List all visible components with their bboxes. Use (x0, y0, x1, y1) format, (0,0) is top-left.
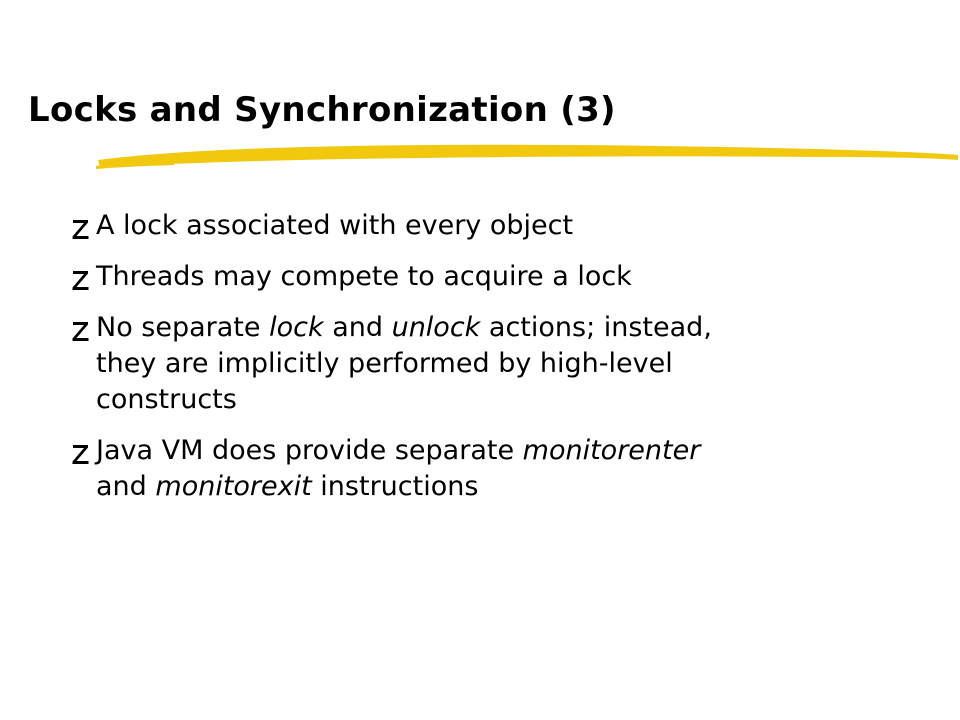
bullet-item (70, 433, 890, 505)
slide-title: Locks and Synchronization (3) (28, 90, 616, 130)
bullet-text: they are implicitly performed by high-level (96, 348, 673, 379)
bullet-text: Java VM does provide separate (96, 435, 523, 466)
z-bullet-icon (70, 311, 92, 345)
bullet-text-line (96, 346, 890, 382)
bullet-text: A lock associated with every object (96, 210, 574, 241)
bullet-text: Threads may compete to acquire a lock (96, 261, 632, 292)
z-bullet-icon (70, 434, 92, 468)
bullet-text-emphasis: lock (269, 312, 324, 343)
bullet-text-line (96, 208, 890, 244)
bullet-text-line (96, 433, 890, 469)
bullet-text-line (96, 310, 890, 346)
bullet-text: and (323, 312, 392, 343)
bullet-text: No separate (96, 312, 270, 343)
bullet-text: actions; instead, (480, 312, 712, 343)
bullet-item (70, 259, 890, 295)
z-bullet-icon (70, 209, 92, 243)
bullet-text-line (96, 382, 890, 418)
bullet-item (70, 310, 890, 418)
bullet-text-emphasis: unlock (391, 312, 481, 343)
bullet-text-emphasis: monitorenter (522, 435, 701, 466)
bullet-text: instructions (311, 471, 479, 502)
bullet-text-line (96, 259, 890, 295)
title-underline-brush-stroke (96, 136, 960, 172)
bullet-text: and (96, 471, 156, 502)
bullet-text-emphasis: monitorexit (155, 471, 312, 502)
bullet-item (70, 208, 890, 244)
bullet-list (70, 208, 890, 520)
bullet-text-line (96, 469, 890, 505)
bullet-text: constructs (96, 384, 237, 415)
z-bullet-icon (70, 260, 92, 294)
